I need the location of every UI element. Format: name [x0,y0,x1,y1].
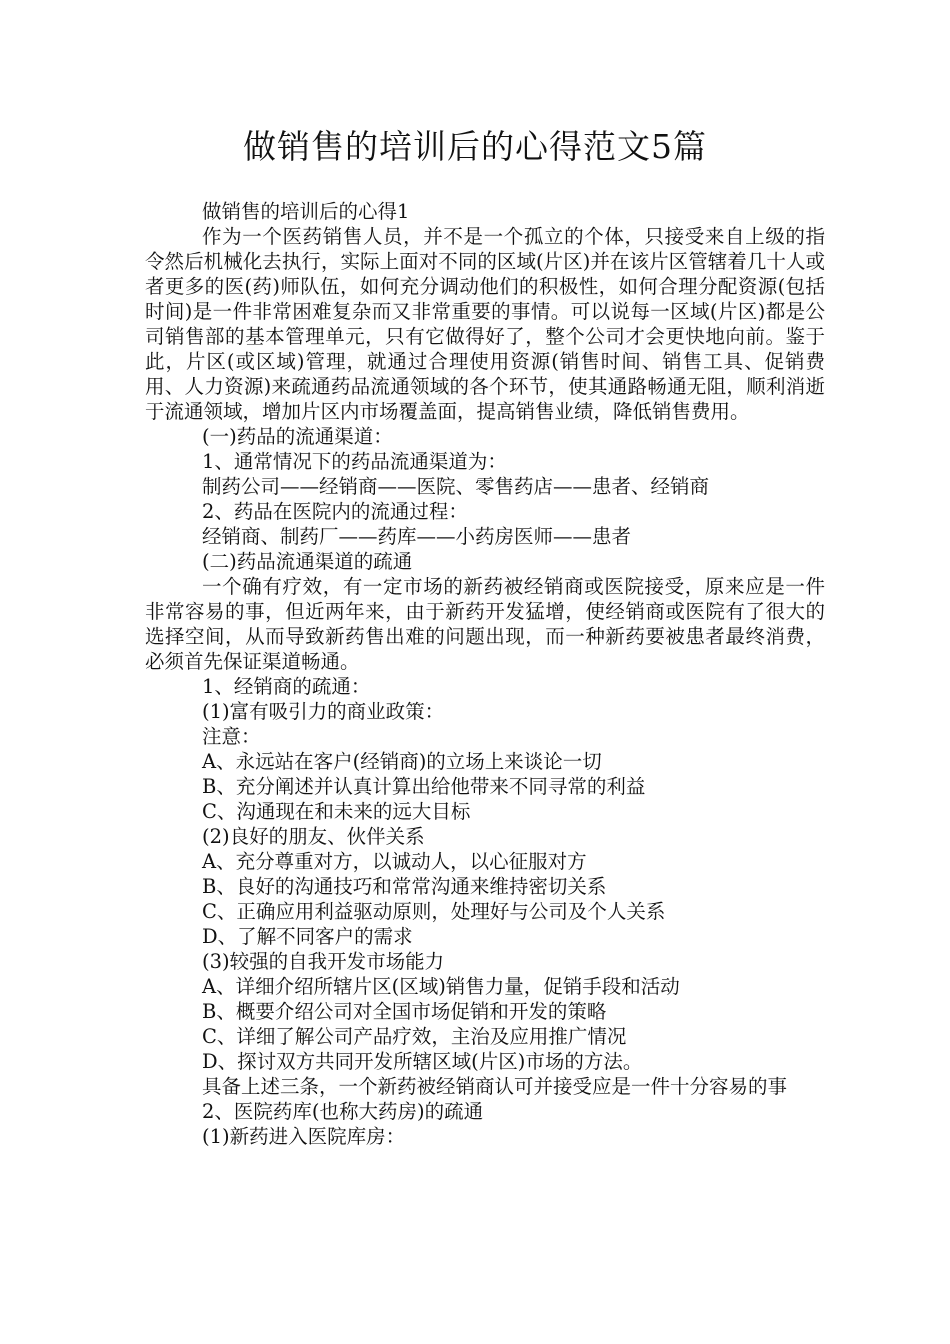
paragraph: D、了解不同客户的需求 [202,925,413,948]
paragraph: 经销商、制药厂——药库——小药房医师——患者 [202,525,632,548]
paragraph: (二)药品流通渠道的疏通 [202,550,413,573]
paragraph: A、详细介绍所辖片区(区域)销售力量，促销手段和活动 [202,975,680,998]
paragraph: (一)药品的流通渠道： [202,425,393,448]
paragraph: A、永远站在客户(经销商)的立场上来谈论一切 [202,750,602,773]
paragraph: 制药公司——经销商——医院、零售药店——患者、经销商 [202,475,710,498]
paragraph: B、良好的沟通技巧和常常沟通来维持密切关系 [202,875,607,898]
paragraph: 2、医院药库(也称大药房)的疏通 [202,1100,484,1123]
paragraph: C、沟通现在和未来的远大目标 [202,800,471,823]
paragraph: 具备上述三条，一个新药被经销商认可并接受应是一件十分容易的事 [202,1075,788,1098]
paragraph: B、概要介绍公司对全国市场促销和开发的策略 [202,1000,607,1023]
paragraph: D、探讨双方共同开发所辖区域(片区)市场的方法。 [202,1050,643,1073]
paragraph: (3)较强的自我开发市场能力 [202,950,445,973]
paragraph: (2)良好的朋友、伙伴关系 [202,825,425,848]
paragraph: (1)富有吸引力的商业政策： [202,700,445,723]
paragraph: 2、药品在医院内的流通过程： [202,500,468,523]
paragraph: 1、通常情况下的药品流通渠道为： [202,450,507,473]
paragraph: 1、经销商的疏通： [202,675,371,698]
paragraph: A、充分尊重对方，以诚动人，以心征服对方 [202,850,587,873]
paragraph: 做销售的培训后的心得1 [202,200,410,223]
document-title: 做销售的培训后的心得范文5篇 [243,127,707,166]
paragraph: 一个确有疗效，有一定市场的新药被经销商或医院接受，原来应是一件非常容易的事，但近两年来，由于新药开发猛增，使经销商或医院有了很大的选择空间，从而导致新药售出难的问题出现，而一种新药要被患者最终消费，必须首先保证渠道畅通。 [145,575,825,673]
paragraph: 注意： [202,725,261,748]
paragraph: (1)新药进入医院库房： [202,1125,406,1148]
paragraph: C、详细了解公司产品疗效，主治及应用推广情况 [202,1025,627,1048]
document-body [145,199,825,1149]
paragraph: 作为一个医药销售人员，并不是一个孤立的个体，只接受来自上级的指令然后机械化去执行，实际上面对不同的区域(片区)并在该片区管辖着几十人或者更多的医(药)师队伍，如何充分调动他们的积极性，如何合理分配资源(包括时间)是一件非常困难复杂而又非常重要的事情。可以说每一区域(片区)都是公司销售部的基本管理单元，只有它做得好了，整个公司才会更快地向前。鉴于此，片区(或区域)管理，就通过合理使用资源(销售时间、销售工具、促销费用、人力资源)来疏通药品流通领域的各个环节，使其通路畅通无阻，顺利消逝于流通领域，增加片区内市场覆盖面，提高销售业绩，降低销售费用。 [145,225,825,423]
paragraph: B、充分阐述并认真计算出给他带来不同寻常的利益 [202,775,646,798]
paragraph: C、正确应用利益驱动原则，处理好与公司及个人关系 [202,900,666,923]
